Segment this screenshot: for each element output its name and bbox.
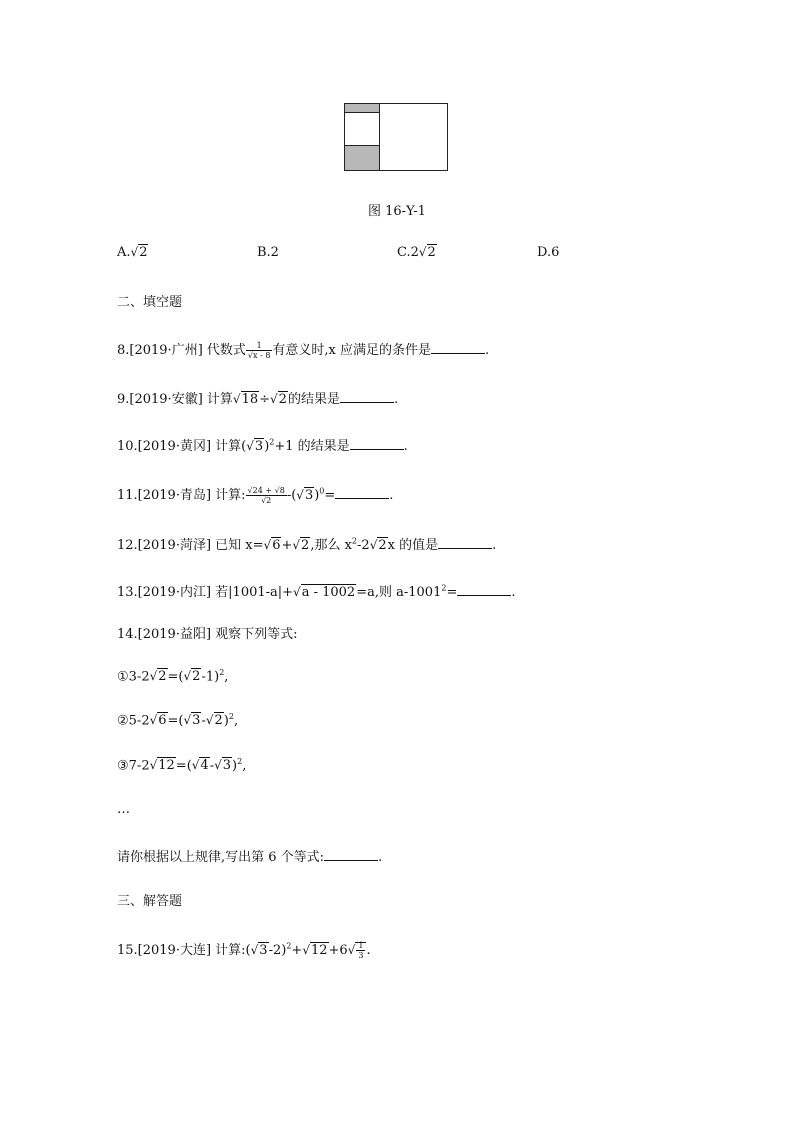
section-solve-title: 三、解答题 (117, 894, 183, 909)
choice-d: D.6 (537, 245, 560, 260)
equation-2: $②5-2√6=(√3-√2)^2$, (117, 712, 239, 729)
figure-white-square (345, 113, 379, 146)
rectangle-figure (344, 103, 448, 171)
fraction: $\frac{1}{√x - 8}$ (247, 341, 271, 360)
choice-b: B.2 (257, 245, 279, 260)
answer-blank (438, 538, 492, 549)
question-9: 9.[2019·安徽] 计算√18÷√2的结果是 . (117, 392, 399, 407)
question-15: 15.[2019·大连] 计算$:(√3-2)^2+√12+6√$ $\frac{1}{3}$ . (117, 941, 371, 960)
fraction: $\frac{1}{3}$ (358, 941, 364, 960)
fraction: $\frac{√24 + √8}{√2}$ (247, 486, 285, 505)
figure-caption: 图 16-Y-1 (368, 204, 426, 219)
answer-blank (340, 392, 394, 403)
ellipsis: … (117, 802, 130, 817)
question-14: 14.[2019·益阳] 观察下列等式: (117, 627, 298, 642)
sqrt-symbol: √2 (418, 245, 436, 260)
answer-blank (335, 488, 389, 499)
sqrt-symbol: √2 (130, 245, 148, 260)
answer-blank (457, 585, 511, 596)
choice-a: A.√2 (117, 245, 148, 260)
answer-blank (350, 439, 404, 450)
question-12: 12.[2019·菏泽] 已知 x=√6+√2,那么 $x^2-2√2x$ 的值是 . (117, 536, 497, 553)
equation-1: $①3-2√2=(√2-1)^2$, (117, 668, 229, 685)
answer-blank (324, 850, 378, 861)
question-8: 8.[2019·广州] 代数式 $\frac{1}{√x - 8}$ 有意义时,x 应满足的条件是 . (117, 341, 490, 360)
answer-blank (431, 343, 485, 354)
question-13: 13.[2019·内江] 若|1001-a|+√a - 1002=a,则 $a-1001^2=$ . (117, 583, 516, 600)
question-10: 10.[2019·黄冈] 计算$(√3)^2+1$ 的结果是 . (117, 437, 408, 454)
choice-c: C.2√2 (397, 245, 436, 260)
figure-left-column (345, 104, 380, 170)
figure-shaded-square-small (345, 104, 379, 113)
equation-3: $③7-2√12=(√4-√3)^2$, (117, 757, 247, 774)
question-14-ask: 请你根据以上规律,写出第 6 个等式: . (117, 850, 383, 865)
question-11: 11.[2019·青岛] 计算: $\frac{√24 + √8}{√2}$ $-(√3)^0=$ . (117, 486, 394, 505)
figure-shaded-square-large (345, 146, 379, 170)
section-fill-in-title: 二、填空题 (117, 295, 183, 310)
